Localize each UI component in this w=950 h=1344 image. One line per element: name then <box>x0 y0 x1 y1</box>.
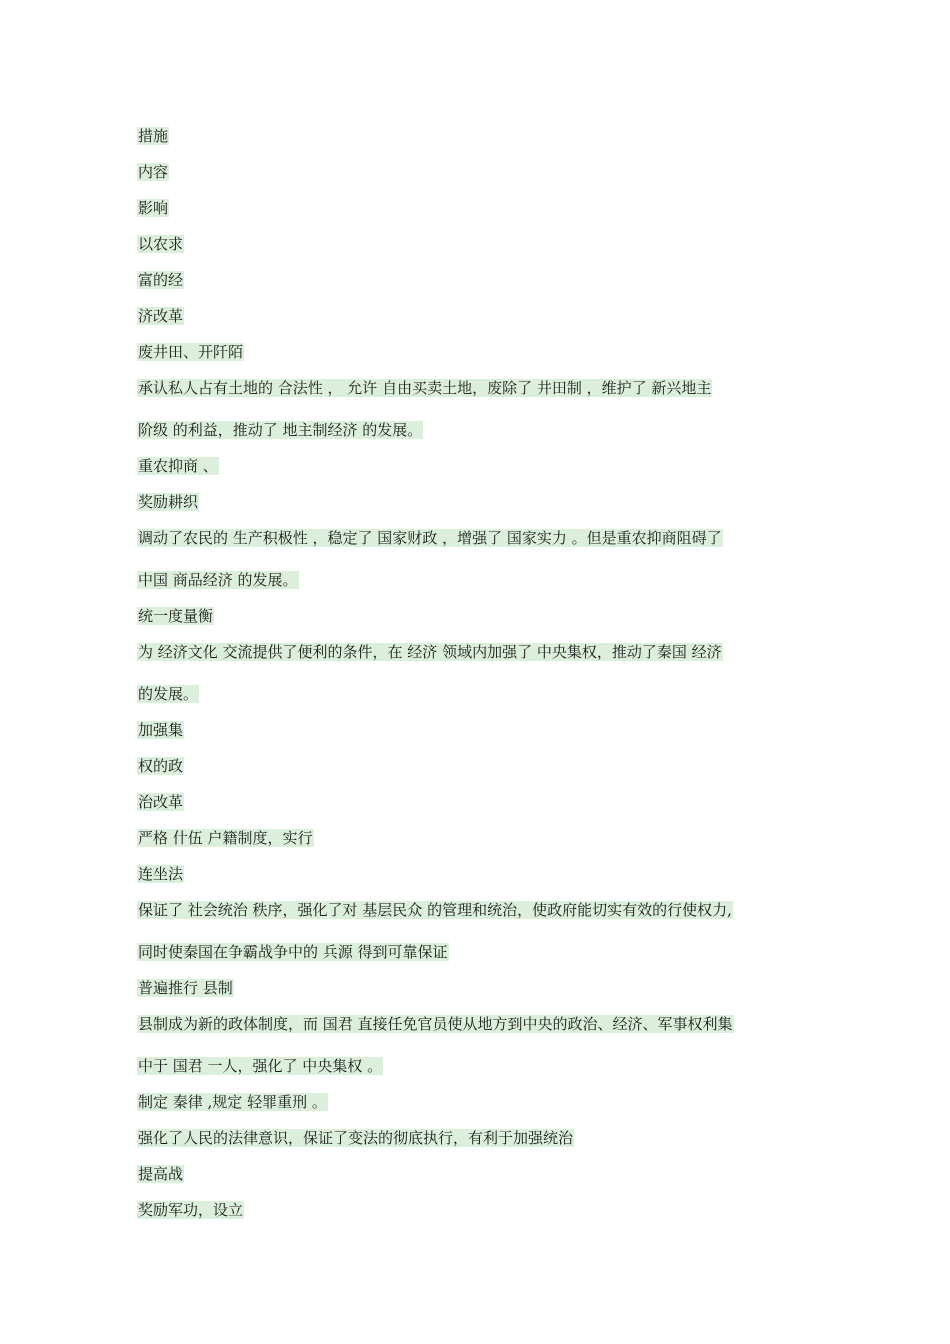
text-line <box>137 864 817 900</box>
text-line <box>137 270 817 306</box>
text-line <box>137 792 817 828</box>
text-line <box>137 942 817 978</box>
document-body <box>137 126 817 1236</box>
line-text: 加强集 <box>138 721 184 739</box>
line-text: 奖励耕织 <box>138 493 199 511</box>
line-text: 权的政 <box>138 757 184 775</box>
line-text: 富的经 <box>138 271 184 289</box>
text-line <box>137 1056 817 1092</box>
line-text: 保证了 社会统治 秩序，强化了对 基层民众 的管理和统治，使政府能切实有效的行使权力, <box>138 901 732 919</box>
line-text: 强化了人民的法律意识，保证了变法的彻底执行，有利于加强统治 <box>138 1129 574 1147</box>
line-text: 济改革 <box>138 307 184 325</box>
text-line <box>137 198 817 234</box>
text-line <box>137 720 817 756</box>
line-text: 废井田、开阡陌 <box>138 343 244 361</box>
text-line <box>137 570 817 606</box>
line-text: 奖励军功，设立 <box>138 1201 244 1219</box>
line-text: 同时使秦国在争霸战争中的 兵源 得到可靠保证 <box>138 943 448 961</box>
text-line <box>137 126 817 162</box>
line-text: 治改革 <box>138 793 184 811</box>
text-line <box>137 378 817 420</box>
text-line <box>137 492 817 528</box>
line-text: 中于 国君 一人，强化了 中央集权 。 <box>138 1057 383 1075</box>
line-text: 连坐法 <box>138 865 184 883</box>
line-text: 影响 <box>138 199 169 217</box>
line-text: 统一度量衡 <box>138 607 214 625</box>
text-line <box>137 1128 817 1164</box>
text-line <box>137 684 817 720</box>
line-text: 提高战 <box>138 1165 184 1183</box>
text-line <box>137 420 817 456</box>
text-line <box>137 1014 817 1056</box>
line-text: 措施 <box>138 127 169 145</box>
text-line <box>137 1200 817 1236</box>
line-text: 以农求 <box>138 235 184 253</box>
text-line <box>137 162 817 198</box>
text-line <box>137 528 817 570</box>
line-text: 县制成为新的政体制度，而 国君 直接任免官员使从地方到中央的政治、经济、军事权利集 <box>138 1015 733 1033</box>
line-text: 重农抑商 、 <box>138 457 218 475</box>
line-text: 承认私人占有土地的 合法性 ， 允许 自由买卖土地，废除了 井田制 ，维护了 新兴地主 <box>138 379 712 397</box>
text-line <box>137 342 817 378</box>
text-line <box>137 456 817 492</box>
line-text: 严格 什伍 户籍制度，实行 <box>138 829 313 847</box>
text-line <box>137 306 817 342</box>
line-text: 普遍推行 县制 <box>138 979 233 997</box>
line-text: 阶级 的利益，推动了 地主制经济 的发展。 <box>138 421 423 439</box>
line-text: 的发展。 <box>138 685 199 703</box>
text-line <box>137 1164 817 1200</box>
line-text: 调动了农民的 生产积极性 ，稳定了 国家财政 ，增强了 国家实力 。但是重农抑商阻碍了 <box>138 529 722 547</box>
line-text: 中国 商品经济 的发展。 <box>138 571 298 589</box>
line-text: 内容 <box>138 163 169 181</box>
line-text: 制定 秦律 ,规定 轻罪重刑 。 <box>138 1093 327 1111</box>
text-line <box>137 606 817 642</box>
text-line <box>137 900 817 942</box>
text-line <box>137 828 817 864</box>
text-line <box>137 642 817 684</box>
text-line <box>137 978 817 1014</box>
text-line <box>137 234 817 270</box>
text-line <box>137 756 817 792</box>
line-text: 为 经济文化 交流提供了便利的条件，在 经济 领域内加强了 中央集权，推动了秦国 经济 <box>138 643 722 661</box>
text-line <box>137 1092 817 1128</box>
